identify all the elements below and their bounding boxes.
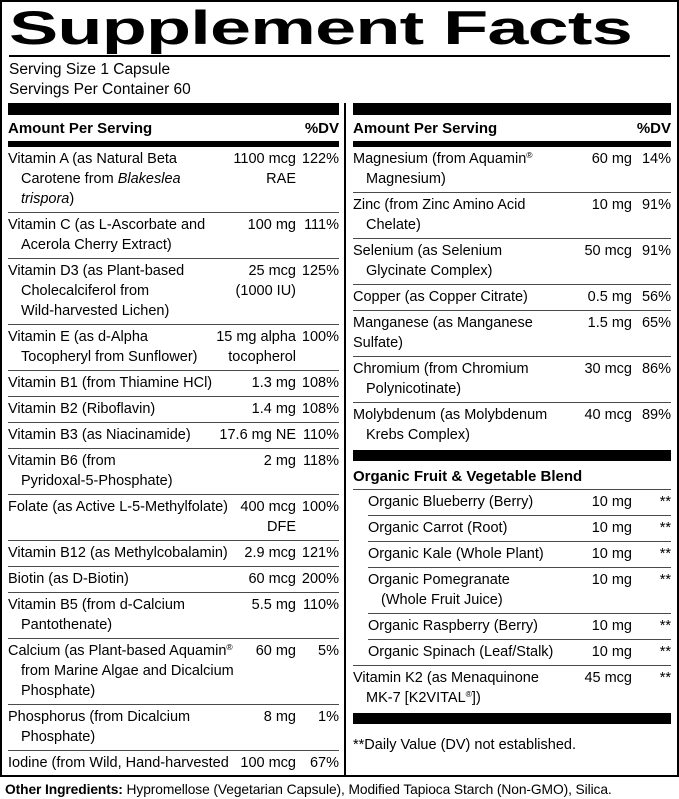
nutrient-row bbox=[8, 147, 339, 212]
nutrient-name bbox=[8, 399, 249, 419]
nutrient-row bbox=[353, 238, 671, 284]
amount-line: 10 mg bbox=[591, 644, 632, 660]
nutrient-amount bbox=[592, 616, 632, 636]
nutrient-amount bbox=[240, 753, 296, 777]
facts-columns bbox=[2, 103, 677, 775]
nutrient-name-line: Vitamin D3 (as Plant-based bbox=[8, 263, 185, 279]
nutrient-amount bbox=[219, 425, 296, 445]
nutrient-name-line: Vitamin B6 (from bbox=[8, 453, 116, 469]
nutrient-name-line: Acerola Cherry Extract) bbox=[21, 237, 172, 253]
nutrient-name bbox=[8, 753, 237, 777]
amount-line: 5.5 mg bbox=[251, 597, 296, 613]
nutrient-name-line: Vitamin K2 (as Menaquinone bbox=[353, 670, 539, 686]
nutrient-name bbox=[8, 215, 245, 255]
amount-line: 100 mg bbox=[247, 217, 296, 233]
nutrient-dv: 118% bbox=[302, 453, 339, 469]
nutrient-dv: 111% bbox=[304, 217, 339, 233]
amount-line: 60 mg bbox=[255, 643, 296, 659]
nutrient-dv: ** bbox=[659, 618, 671, 634]
nutrient-row bbox=[8, 592, 339, 638]
amount-line: 10 mg bbox=[591, 546, 632, 562]
nutrient-row bbox=[8, 566, 339, 592]
amount-line: 10 mg bbox=[591, 197, 632, 213]
amount-line: 1.5 mg bbox=[587, 315, 632, 331]
nutrient-row bbox=[8, 422, 339, 448]
amount-line: 45 mcg bbox=[584, 670, 632, 686]
nutrient-name-line: Cholecalciferol from bbox=[21, 283, 150, 299]
nutrient-row bbox=[8, 212, 339, 258]
amount-line: RAE bbox=[266, 171, 296, 187]
amount-line: DFE bbox=[267, 519, 296, 535]
nutrient-name bbox=[353, 313, 585, 353]
nutrient-name bbox=[8, 707, 261, 747]
nutrient-amount bbox=[252, 373, 296, 393]
blend-rows bbox=[353, 490, 671, 711]
nutrient-dv: 86% bbox=[641, 361, 671, 377]
servings-per-container: Servings Per Container 60 bbox=[9, 81, 191, 98]
nutrient-dv: ** bbox=[659, 572, 671, 588]
dv-footnote: **Daily Value (DV) not established. bbox=[353, 737, 576, 753]
amount-per-serving-header: Amount Per Serving bbox=[8, 120, 153, 137]
nutrient-name bbox=[8, 425, 216, 445]
nutrient-name bbox=[353, 149, 589, 189]
nutrient-name-line: Organic Carrot (Root) bbox=[368, 520, 508, 536]
section-divider-bar bbox=[353, 713, 671, 724]
amount-line: 400 mcg bbox=[240, 499, 296, 515]
other-ingredients-label: Other Ingredients: bbox=[5, 782, 123, 797]
vitamin-rows bbox=[8, 147, 339, 777]
nutrient-name bbox=[8, 373, 249, 393]
nutrient-dv: 110% bbox=[302, 597, 339, 613]
nutrient-amount bbox=[584, 241, 632, 281]
nutrient-name-line: Magnesium (from Aquamin® bbox=[353, 150, 533, 167]
nutrient-amount bbox=[592, 570, 632, 610]
nutrient-dv: 89% bbox=[641, 407, 671, 423]
nutrient-amount bbox=[592, 195, 632, 235]
nutrient-name bbox=[8, 149, 230, 209]
nutrient-amount bbox=[240, 497, 296, 537]
nutrient-row bbox=[368, 490, 671, 515]
nutrient-amount bbox=[244, 543, 296, 563]
nutrient-dv: ** bbox=[659, 644, 671, 660]
nutrient-name-line: Organic Pomegranate bbox=[368, 572, 510, 588]
nutrient-dv: ** bbox=[659, 520, 671, 536]
nutrient-row bbox=[8, 638, 339, 704]
nutrient-row bbox=[8, 704, 339, 750]
nutrient-row bbox=[368, 639, 671, 665]
nutrient-name bbox=[368, 544, 589, 564]
nutrient-amount bbox=[252, 399, 296, 419]
nutrient-dv: 56% bbox=[641, 289, 671, 305]
nutrient-name-line: Phosphate) bbox=[21, 729, 96, 745]
nutrient-row bbox=[353, 284, 671, 310]
amount-line: 40 mcg bbox=[584, 407, 632, 423]
registered-mark-icon: ® bbox=[226, 642, 233, 652]
amount-line: 30 mcg bbox=[584, 361, 632, 377]
nutrient-name-line: Copper (as Copper Citrate) bbox=[353, 289, 528, 305]
nutrient-name bbox=[353, 405, 581, 445]
nutrient-dv: ** bbox=[659, 670, 671, 686]
nutrient-amount bbox=[584, 405, 632, 445]
nutrient-name-line: Folate (as Active L-5-Methylfolate) bbox=[8, 499, 229, 515]
nutrient-dv: 5% bbox=[318, 643, 339, 659]
percent-dv-header: %DV bbox=[304, 120, 339, 137]
nutrient-name bbox=[353, 359, 581, 399]
nutrient-name-line: Biotin (as D-Biotin) bbox=[8, 571, 129, 587]
amount-line: 10 mg bbox=[591, 618, 632, 634]
nutrient-amount bbox=[592, 642, 632, 662]
nutrient-amount bbox=[264, 451, 296, 491]
nutrient-dv: 122% bbox=[301, 151, 339, 167]
nutrient-name bbox=[368, 518, 589, 538]
column-top-bar bbox=[353, 103, 671, 115]
nutrient-amount bbox=[248, 569, 296, 589]
nutrient-row bbox=[368, 541, 671, 567]
title-rule bbox=[9, 55, 670, 57]
nutrient-name-line: Vitamin B12 (as Methylcobalamin) bbox=[8, 545, 228, 561]
nutrient-name bbox=[368, 616, 589, 636]
nutrient-name-line: Pyridoxal-5-Phosphate) bbox=[21, 473, 173, 489]
nutrient-amount bbox=[256, 641, 296, 701]
amount-line: 10 mg bbox=[591, 572, 632, 588]
page-title: Supplement Facts bbox=[9, 1, 632, 54]
nutrient-dv: 110% bbox=[302, 427, 339, 443]
blend-header: Organic Fruit & Vegetable Blend bbox=[353, 461, 671, 490]
nutrient-name-line: from Marine Algae and Dicalcium bbox=[21, 663, 234, 679]
nutrient-name bbox=[368, 642, 589, 662]
nutrient-name-line: Organic Raspberry (Berry) bbox=[368, 618, 539, 634]
nutrient-name-line: Vitamin C (as L-Ascorbate and bbox=[8, 217, 206, 233]
nutrient-row bbox=[368, 613, 671, 639]
nutrient-name bbox=[8, 327, 213, 367]
nutrient-name-line: Vitamin B5 (from d-Calcium bbox=[8, 597, 186, 613]
nutrient-row bbox=[353, 192, 671, 238]
nutrient-row bbox=[368, 567, 671, 613]
column-header bbox=[353, 115, 671, 141]
nutrient-name-line: Glycinate Complex) bbox=[366, 263, 493, 279]
left-column bbox=[2, 103, 346, 775]
nutrient-name bbox=[353, 668, 581, 708]
nutrient-name bbox=[8, 641, 253, 701]
nutrient-name-line: Phosphate) bbox=[21, 683, 96, 699]
amount-line: 0.5 mg bbox=[587, 289, 632, 305]
nutrient-name bbox=[8, 569, 245, 589]
nutrient-name-line: Wild-harvested Lichen) bbox=[21, 303, 170, 319]
nutrient-dv: 67% bbox=[309, 755, 339, 771]
amount-line: 25 mcg bbox=[248, 263, 296, 279]
nutrient-dv: 100% bbox=[301, 499, 339, 515]
other-ingredients-text: Hypromellose (Vegetarian Capsule), Modified Tapioca Starch (Non-GMO), Silica. bbox=[122, 782, 612, 797]
nutrient-name-line: Polynicotinate) bbox=[366, 381, 462, 397]
nutrient-row bbox=[368, 515, 671, 541]
other-ingredients bbox=[0, 777, 679, 799]
nutrient-name bbox=[8, 261, 233, 321]
nutrient-amount bbox=[233, 149, 296, 209]
nutrient-dv: 91% bbox=[641, 243, 671, 259]
nutrient-amount bbox=[584, 668, 632, 708]
nutrient-amount bbox=[236, 261, 296, 321]
nutrient-amount bbox=[252, 595, 296, 635]
nutrient-name bbox=[353, 287, 585, 307]
latin-species-name: Blakeslea trispora bbox=[21, 171, 181, 207]
column-header bbox=[8, 115, 339, 141]
nutrient-row bbox=[353, 402, 671, 448]
registered-mark-icon: ® bbox=[465, 689, 472, 699]
nutrient-dv: 121% bbox=[301, 545, 339, 561]
nutrient-row bbox=[8, 396, 339, 422]
nutrient-amount bbox=[264, 707, 296, 747]
nutrient-name-line: Pantothenate) bbox=[21, 617, 113, 633]
amount-line: (1000 IU) bbox=[235, 283, 296, 299]
nutrient-name bbox=[368, 570, 589, 610]
amount-line: 10 mg bbox=[591, 494, 632, 510]
amount-line: 1.3 mg bbox=[251, 375, 296, 391]
nutrient-row bbox=[8, 540, 339, 566]
nutrient-amount bbox=[588, 287, 632, 307]
nutrient-row bbox=[353, 147, 671, 192]
nutrient-dv: 65% bbox=[641, 315, 671, 331]
nutrient-amount bbox=[592, 544, 632, 564]
nutrient-name-line: Organic Blueberry (Berry) bbox=[368, 494, 534, 510]
amount-line: 10 mg bbox=[591, 520, 632, 536]
nutrient-row bbox=[8, 448, 339, 494]
nutrient-row bbox=[8, 750, 339, 777]
amount-line: 50 mcg bbox=[584, 243, 632, 259]
nutrient-name-line: Organic Spinach (Leaf/Stalk) bbox=[368, 644, 554, 660]
nutrient-name-line: Magnesium) bbox=[366, 171, 446, 187]
title-area bbox=[2, 2, 677, 53]
nutrient-name-line: Zinc (from Zinc Amino Acid bbox=[353, 197, 526, 213]
nutrient-amount bbox=[248, 215, 296, 255]
amount-line: 60 mcg bbox=[248, 571, 296, 587]
nutrient-name-line: Calcium (as Plant-based Aquamin® bbox=[8, 642, 233, 659]
nutrient-name-line: Chromium (from Chromium bbox=[353, 361, 529, 377]
nutrient-name-line: Vitamin B3 (as Niacinamide) bbox=[8, 427, 191, 443]
amount-line: 17.6 mg NE bbox=[219, 427, 296, 443]
nutrient-dv: 200% bbox=[301, 571, 339, 587]
nutrient-dv: 1% bbox=[318, 709, 339, 725]
nutrient-name-line: Vitamin B2 (Riboflavin) bbox=[8, 401, 156, 417]
nutrient-amount bbox=[216, 327, 296, 367]
nutrient-name-line: Phosphorus (from Dicalcium bbox=[8, 709, 191, 725]
right-column bbox=[346, 103, 677, 775]
nutrient-name bbox=[8, 497, 237, 537]
mineral-rows bbox=[353, 147, 671, 448]
nutrient-amount bbox=[592, 492, 632, 512]
nutrient-row bbox=[353, 356, 671, 402]
amount-per-serving-header: Amount Per Serving bbox=[353, 120, 498, 137]
nutrient-row bbox=[8, 494, 339, 540]
nutrient-dv: 91% bbox=[641, 197, 671, 213]
nutrient-name bbox=[353, 195, 589, 235]
nutrient-name-line: Carotene from Blakeslea trispora) bbox=[21, 171, 181, 207]
amount-line: 2.9 mcg bbox=[244, 545, 296, 561]
column-top-bar bbox=[8, 103, 339, 115]
nutrient-row bbox=[353, 665, 671, 711]
nutrient-amount bbox=[592, 518, 632, 538]
nutrient-name bbox=[368, 492, 589, 512]
amount-line: 1.4 mg bbox=[251, 401, 296, 417]
nutrient-row bbox=[8, 258, 339, 324]
nutrient-amount bbox=[588, 313, 632, 353]
amount-line: 60 mg bbox=[591, 151, 632, 167]
nutrient-row bbox=[8, 370, 339, 396]
nutrient-row bbox=[8, 324, 339, 370]
nutrient-name-line: Vitamin E (as d-Alpha bbox=[8, 329, 148, 345]
amount-line: 8 mg bbox=[263, 709, 296, 725]
nutrient-name-line: Tocopheryl from Sunflower) bbox=[21, 349, 198, 365]
nutrient-name bbox=[8, 595, 249, 635]
nutrient-amount bbox=[592, 149, 632, 189]
nutrient-name-line: Vitamin A (as Natural Beta bbox=[8, 151, 177, 167]
nutrient-dv: ** bbox=[659, 494, 671, 510]
nutrient-row bbox=[353, 310, 671, 356]
nutrient-name bbox=[8, 543, 241, 563]
nutrient-dv: ** bbox=[659, 546, 671, 562]
nutrient-name-line: (Whole Fruit Juice) bbox=[381, 592, 503, 608]
nutrient-amount bbox=[584, 359, 632, 399]
section-divider-bar bbox=[353, 450, 671, 461]
nutrient-dv: 108% bbox=[301, 401, 339, 417]
nutrient-name bbox=[353, 241, 581, 281]
nutrient-name-line: Organic Kale (Whole Plant) bbox=[368, 546, 544, 562]
nutrient-name-line: Vitamin B1 (from Thiamine HCl) bbox=[8, 375, 213, 391]
nutrient-dv: 100% bbox=[301, 329, 339, 345]
percent-dv-header: %DV bbox=[636, 120, 671, 137]
nutrient-dv: 108% bbox=[301, 375, 339, 391]
amount-line: 2 mg bbox=[263, 453, 296, 469]
nutrient-name bbox=[8, 451, 261, 491]
amount-line: tocopherol bbox=[228, 349, 296, 365]
nutrient-name-line: Molybdenum (as Molybdenum bbox=[353, 407, 548, 423]
nutrient-name-line: Iodine (from Wild, Hand-harvested bbox=[8, 755, 229, 771]
nutrient-name-line: Selenium (as Selenium bbox=[353, 243, 503, 259]
serving-size: Serving Size 1 Capsule bbox=[9, 61, 171, 78]
nutrient-name-line: MK-7 [K2VITAL®]) bbox=[366, 689, 481, 706]
nutrient-dv: 125% bbox=[301, 263, 339, 279]
amount-line: 15 mg alpha bbox=[216, 329, 296, 345]
serving-info bbox=[2, 60, 677, 103]
amount-line: 1100 mcg bbox=[233, 151, 296, 167]
registered-mark-icon: ® bbox=[526, 150, 533, 160]
nutrient-name-line: Chelate) bbox=[366, 217, 421, 233]
nutrient-dv: 14% bbox=[641, 151, 671, 167]
nutrient-name-line: Manganese (as Manganese Sulfate) bbox=[353, 315, 533, 351]
amount-line: 100 mcg bbox=[240, 755, 296, 771]
nutrient-name-line: Krebs Complex) bbox=[366, 427, 470, 443]
